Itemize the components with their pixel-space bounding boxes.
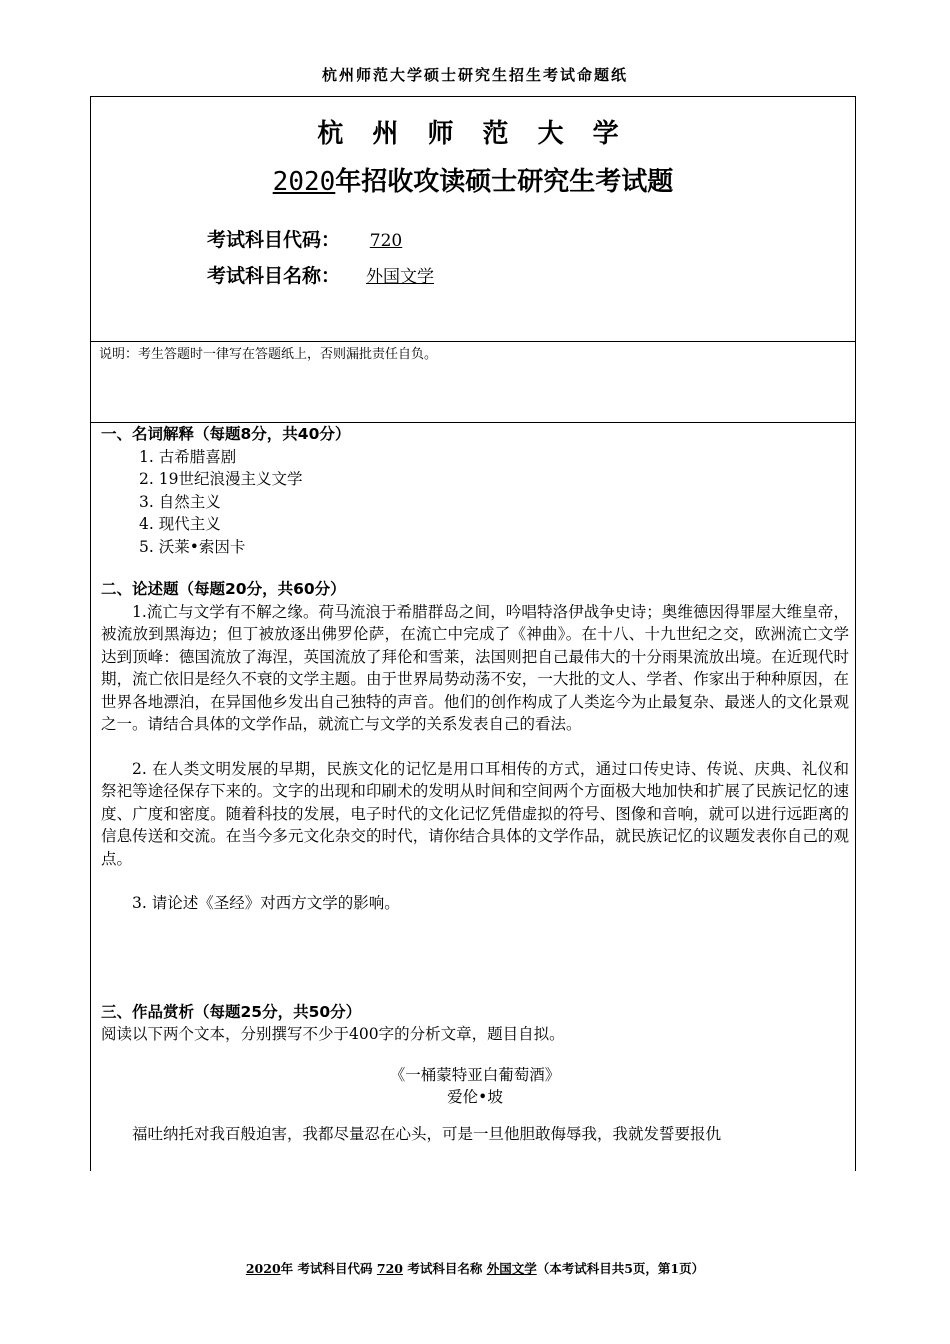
exam-frame <box>90 96 856 1171</box>
subject-code-row <box>207 225 432 252</box>
term-item: 1. 古希腊喜剧 <box>139 447 237 466</box>
section-3-intro: 阅读以下两个文本，分别撰写不少于400字的分析文章，题目自拟。 <box>101 1025 565 1043</box>
page-footer <box>0 1259 950 1277</box>
section-2-title: 二、论述题（每题20分，共60分） <box>101 580 346 598</box>
exam-title-text: 年招收攻读硕士研究生考试题 <box>335 167 674 197</box>
exam-title <box>91 161 855 198</box>
footer-name-label: 考试科目名称 <box>407 1261 483 1276</box>
term-item: 5. 沃莱•索因卡 <box>139 537 246 556</box>
footer-code: 720 <box>376 1261 403 1276</box>
essay-question-1: 1.流亡与文学有不解之缘。荷马流浪于希腊群岛之间，吟唱特洛伊战争史诗；奥维德因得罪屋大维皇帝，被流放到黑海边；但丁被放逐出佛罗伦萨，在流亡中完成了《神曲》。在十八、十九世纪之交，欧洲流亡文学达到顶峰：德国流放了海涅，英国流放了拜伦和雪莱，法国则把自己最伟大的十分雨果流放出境。在近现代时期，流亡依旧是经久不衰的文学主题。由于世界局势动荡不安，一大批的文人、学者、作家出于种种原因，在世界各地漂泊，在异国他乡发出自己独特的声音。他们的创作构成了人类迄今为止最复杂、最迷人的文化景观之一。请结合具体的文学作品，就流亡与文学的关系发表自己的看法。 <box>101 602 849 733</box>
page-header: 杭州师范大学硕士研究生招生考试命题纸 <box>321 66 628 84</box>
subject-code-value: 720 <box>369 231 403 251</box>
work-author: 爱伦•坡 <box>447 1088 503 1106</box>
footer-year: 2020 <box>245 1261 281 1276</box>
section-3-title: 三、作品赏析（每题25分，共50分） <box>101 1002 362 1021</box>
exam-content <box>101 423 849 1145</box>
footer-name: 外国文学 <box>486 1261 537 1276</box>
section-1-title: 一、名词解释（每题8分，共40分） <box>101 425 351 443</box>
term-item: 2. 19世纪浪漫主义文学 <box>139 470 303 488</box>
essay-question-2: 2. 在人类文明发展的早期，民族文化的记忆是用口耳相传的方式，通过口传史诗、传说、庆典、礼仪和祭祀等途径保存下来的。文字的出现和印刷术的发明从时间和空间两个方面极大地加快和扩展了民族记忆的速度、广度和密度。随着科技的发展，电子时代的文化记忆凭借虚拟的符号、图像和音响，就可以进行远距离的信息传送和交流。在当今多元文化杂交的时代，请你结合具体的文学作品，就民族记忆的议题发表你自己的观点。 <box>101 759 849 868</box>
footer-code-label: 年 考试科目代码 <box>280 1261 373 1276</box>
essay-question-3: 3. 请论述《圣经》对西方文学的影响。 <box>132 894 400 912</box>
instructions-note: 说明：考生答题时一律写在答题纸上，否则漏批责任自负。 <box>99 347 438 362</box>
exam-year: 2020 <box>272 167 336 197</box>
university-name: 杭 州 师 范 大 学 <box>317 119 629 149</box>
subject-name-row <box>207 261 460 288</box>
subject-code-label: 考试科目代码： <box>207 229 341 251</box>
work-title: 《一桶蒙特亚白葡萄酒》 <box>389 1065 561 1084</box>
divider-line <box>91 341 855 342</box>
subject-name-label: 考试科目名称： <box>207 265 341 287</box>
term-item: 4. 现代主义 <box>139 515 221 533</box>
work-excerpt: 福吐纳托对我百般迫害，我都尽量忍在心头，可是一旦他胆敢侮辱我，我就发誓要报仇 <box>132 1124 722 1143</box>
subject-name-value: 外国文学 <box>366 267 435 287</box>
footer-pages: （本考试科目共5页，第1页） <box>536 1261 705 1276</box>
term-item: 3. 自然主义 <box>139 492 221 511</box>
